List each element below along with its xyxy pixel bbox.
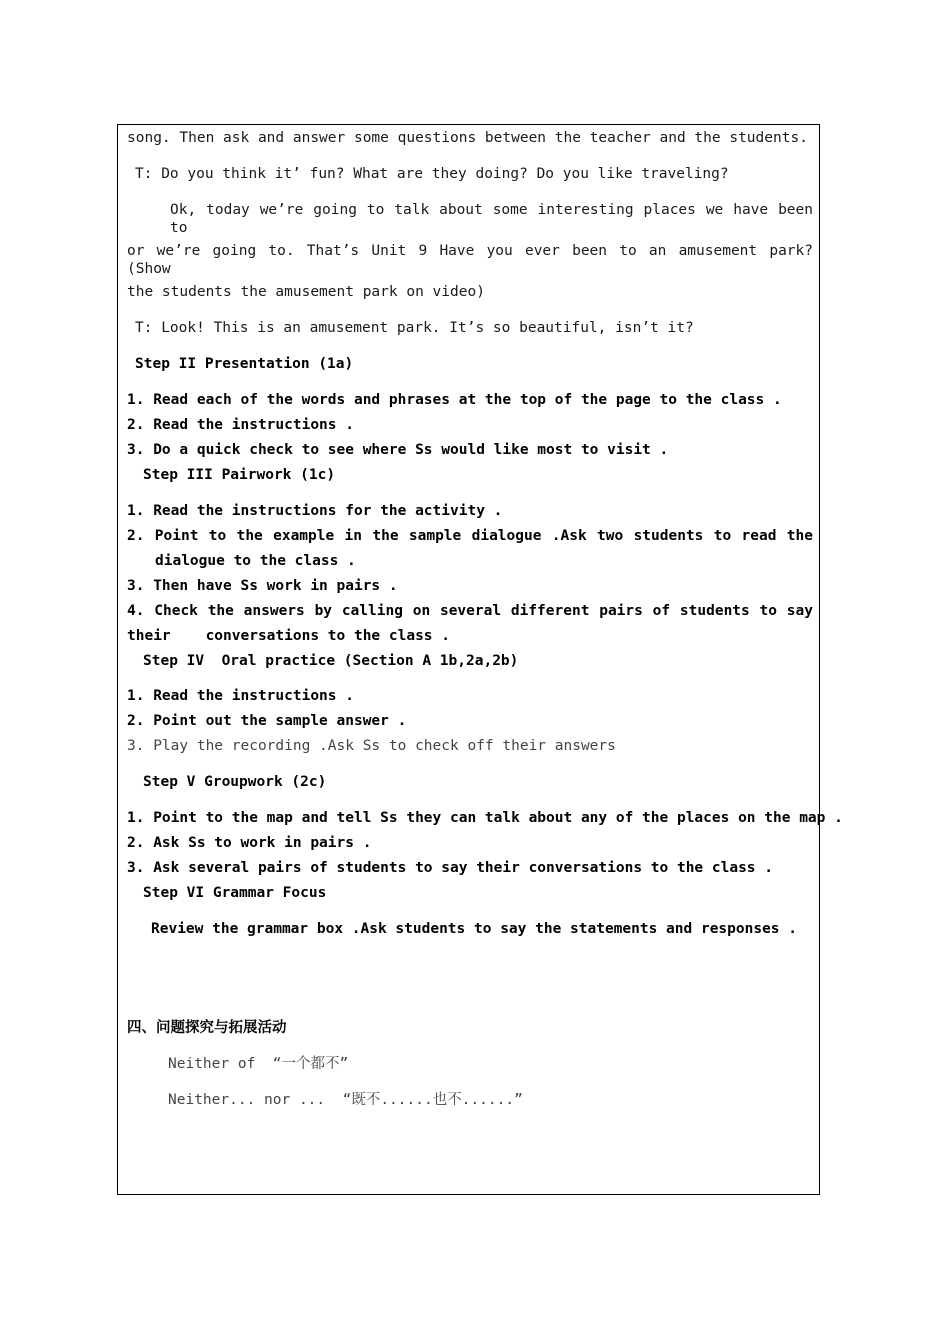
intro-line-4: or we’re going to. That’s Unit 9 Have you ever been to an amusement park? (Show [127, 243, 813, 277]
step3-item-2: 2. Point to the example in the sample dialogue .Ask two students to read the [127, 528, 813, 544]
step3-title: Step III Pairwork (1c) [143, 467, 336, 483]
step5-title: Step V Groupwork (2c) [143, 774, 327, 790]
step2-item-1: 1. Read each of the words and phrases at the top of the page to the class . [127, 392, 782, 408]
intro-line-6: T: Look! This is an amusement park. It’s so beautiful, isn’t it? [135, 320, 694, 336]
step2-item-3: 3. Do a quick check to see where Ss would like most to visit . [127, 442, 669, 458]
step5-item-1: 1. Point to the map and tell Ss they can talk about any of the places on the map . [127, 810, 843, 826]
step3-item-2-cont: dialogue to the class . [155, 553, 356, 569]
step2-item-2: 2. Read the instructions . [127, 417, 354, 433]
intro-line-3: Ok, today we’re going to talk about some interesting places we have been to [170, 202, 813, 236]
intro-line-5: the students the amusement park on video) [127, 284, 485, 300]
step3-item-4-cont: their conversations to the class . [127, 628, 451, 644]
step3-item-4: 4. Check the answers by calling on several different pairs of students to say [127, 603, 813, 619]
step3-item-3: 3. Then have Ss work in pairs . [127, 578, 398, 594]
step6-title: Step VI Grammar Focus [143, 885, 327, 901]
intro-line-2: T: Do you think it’ fun? What are they doing? Do you like traveling? [135, 166, 729, 182]
step3-item-1: 1. Read the instructions for the activity . [127, 503, 503, 519]
neither-nor-note: Neither... nor ... “既不......也不......” [168, 1092, 523, 1108]
neither-of-note: Neither of “一个都不” [168, 1056, 349, 1072]
section4-heading: 四、问题探究与拓展活动 [127, 1020, 287, 1036]
step5-item-3: 3. Ask several pairs of students to say their conversations to the class . [127, 860, 774, 876]
intro-line-1: song. Then ask and answer some questions between the teacher and the students. [127, 130, 808, 146]
step4-item-2: 2. Point out the sample answer . [127, 713, 407, 729]
step5-item-2: 2. Ask Ss to work in pairs . [127, 835, 372, 851]
step4-item-1: 1. Read the instructions . [127, 688, 354, 704]
step4-item-3: 3. Play the recording .Ask Ss to check off their answers [127, 738, 616, 754]
step4-title: Step IV Oral practice (Section A 1b,2a,2b) [143, 653, 519, 669]
step6-body: Review the grammar box .Ask students to say the statements and responses . [151, 921, 798, 937]
step2-title: Step II Presentation (1a) [135, 356, 354, 372]
